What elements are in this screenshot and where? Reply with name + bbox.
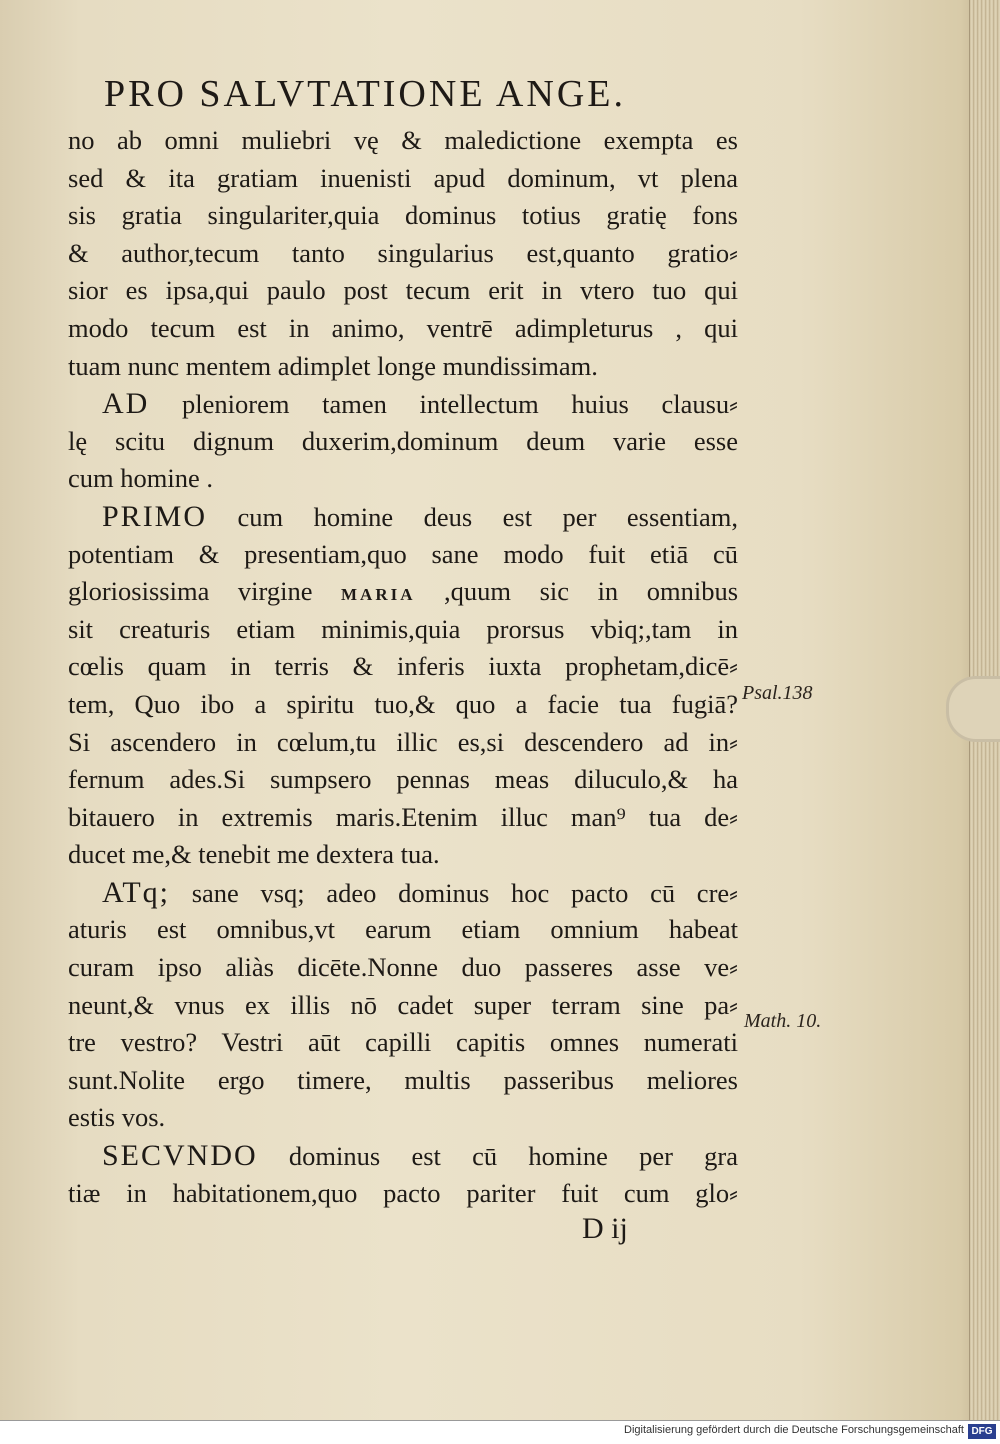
text-line (68, 836, 738, 874)
paragraph-lead: AD (102, 387, 150, 421)
line-text: curam ipso aliàs dicēte.Nonne duo passeres asse ve⸗ (68, 952, 738, 983)
line-text: tuam nunc mentem adimplet longe mundissimam. (68, 350, 598, 381)
text-line (68, 911, 738, 949)
line-text: tre vestro? Vestri aūt capilli capitis omnes numerati (68, 1027, 738, 1058)
line-text: cœlis quam in terris & inferis iuxta prophetam,dicē⸗ (68, 651, 738, 682)
text-line (68, 423, 738, 461)
line-text: sunt.Nolite ergo timere, multis passeribus meliores (68, 1064, 738, 1095)
line-text: cum homine deus est per essentiam, (207, 501, 738, 532)
line-text: bitauero in extremis maris.Etenim illuc man⁹ tua de⸗ (68, 801, 738, 832)
text-line (68, 160, 738, 198)
marginal-note-psal: Psal.138 (742, 682, 813, 704)
signature-mark: D ij (582, 1212, 628, 1245)
text-line (68, 536, 738, 574)
text-line (68, 686, 738, 724)
line-text: pleniorem tamen intellectum huius clausu⸗ (149, 389, 738, 420)
line-text: ducet me,& tenebit me dextera tua. (68, 839, 440, 870)
text-line (68, 460, 738, 498)
line-text: sior es ipsa,qui paulo post tecum erit in vtero tuo qui (68, 275, 738, 306)
text-line (68, 1137, 738, 1175)
line-text: tiæ in habitationem,quo pacto pariter fuit cum glo⸗ (68, 1177, 738, 1208)
text-line (68, 1175, 738, 1213)
footer-credit: Digitalisierung gefördert durch die Deutsche Forschungsgemeinschaft (624, 1424, 964, 1436)
line-text: aturis est omnibus,vt earum etiam omnium habeat (68, 914, 738, 945)
line-text: tem, Quo ibo a spiritu tuo,& quo a facie tua fugiā? (68, 688, 738, 719)
text-line (68, 1062, 738, 1100)
line-text: & author,tecum tanto singularius est,quanto gratio⸗ (68, 237, 738, 268)
text-line (68, 724, 738, 762)
text-line (68, 949, 738, 987)
text-line (68, 987, 738, 1025)
paragraph-lead: PRIMO (102, 499, 208, 533)
line-text: sit creaturis etiam minimis,quia prorsus vbiq;,tam in (68, 613, 738, 644)
line-text: cum homine . (68, 463, 213, 494)
marginal-note-math: Math. 10. (744, 1010, 822, 1032)
text-line (68, 799, 738, 837)
name-maria: MARIA (341, 585, 416, 605)
text-line (68, 498, 738, 536)
line-text: sed & ita gratiam inuenisti apud dominum, vt plena (68, 162, 738, 193)
text-line (68, 272, 738, 310)
text-line (68, 235, 738, 273)
line-text: dominus est cū homine per gra (257, 1141, 738, 1172)
text-line (68, 348, 738, 386)
paragraph-lead: ATq; (102, 875, 170, 909)
line-text: fernum ades.Si sumpsero pennas meas diluculo,& ha (68, 764, 738, 795)
paragraph-lead: SECVNDO (102, 1139, 258, 1173)
text-line (68, 611, 738, 649)
text-line (68, 573, 738, 611)
text-line (68, 197, 738, 235)
line-text: ,quum sic in omnibus (415, 576, 739, 607)
line-text: neunt,& vnus ex illis nō cadet super terram sine pa⸗ (68, 989, 738, 1020)
footer-bar (0, 1420, 1000, 1444)
text-line (68, 761, 738, 799)
ribbon-tab (946, 676, 1000, 742)
text-line (68, 310, 738, 348)
text-line (68, 385, 738, 423)
body-text (68, 122, 738, 1212)
line-text: modo tecum est in animo, ventrē adimpleturus , qui (68, 312, 738, 343)
line-text: lę scitu dignum duxerim,dominum deum varie esse (68, 425, 738, 456)
line-text: estis vos. (68, 1102, 166, 1133)
line-text: sane vsq; adeo dominus hoc pacto cū cre⸗ (170, 877, 738, 908)
text-line (68, 122, 738, 160)
line-text: gloriosissima virgine (68, 576, 342, 607)
line-text: potentiam & presentiam,quo sane modo fuit etiā cū (68, 538, 738, 569)
text-line (68, 874, 738, 912)
running-header: PRO SALVTATIONE ANGE. (104, 73, 626, 115)
text-line (68, 1099, 738, 1137)
dfg-logo: DFG (968, 1424, 996, 1439)
text-line (68, 648, 738, 686)
line-text: no ab omni muliebri vę & maledictione exempta es (68, 125, 738, 155)
line-text: Si ascendero in cœlum,tu illic es,si descendero ad in⸗ (68, 726, 738, 757)
line-text: sis gratia singulariter,quia dominus totius gratię fons (68, 200, 738, 231)
text-line (68, 1024, 738, 1062)
